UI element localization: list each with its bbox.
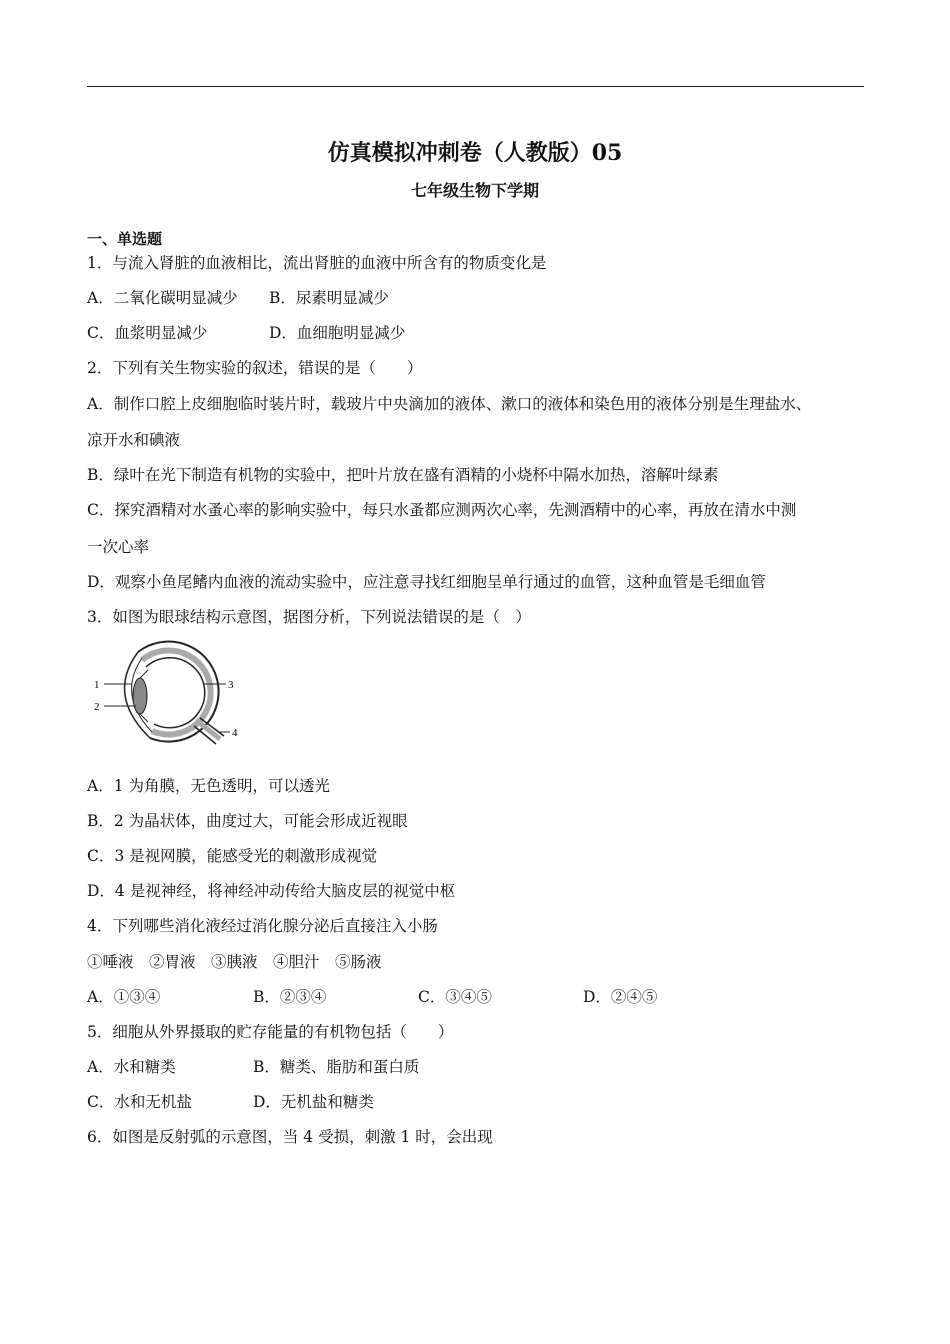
figure-label-1: 1 [94,679,100,691]
question-2-option-b: B．绿叶在光下制造有机物的实验中，把叶片放在盛有酒精的小烧杯中隔水加热，溶解叶绿素 [87,466,719,484]
question-5-option-c: C．水和无机盐 [87,1093,192,1111]
question-3-option-b: B．2 为晶状体，曲度过大，可能会形成近视眼 [87,812,408,830]
question-5-option-a: A．水和糖类 [87,1058,176,1076]
header-rule [87,86,864,87]
question-1-option-a: A．二氧化碳明显减少 [87,289,238,307]
question-4-option-c: C．③④⑤ [418,988,492,1006]
question-2-option-c-cont: 一次心率 [87,538,150,556]
question-1-option-d: D．血细胞明显减少 [269,324,406,342]
question-3-option-a: A．1 为角膜，无色透明，可以透光 [87,777,330,795]
page-title: 仿真模拟冲刺卷（人教版）05 [327,140,623,166]
question-1-option-c: C．血浆明显减少 [87,324,208,342]
page-subtitle: 七年级生物下学期 [410,181,539,200]
question-4-option-a: A．①③④ [87,988,161,1006]
figure-label-4: 4 [232,727,238,739]
question-5-option-b: B．糖类、脂肪和蛋白质 [253,1058,420,1076]
figure-label-3: 3 [228,679,234,691]
question-1-option-b: B．尿素明显减少 [269,289,389,307]
question-5-option-d: D．无机盐和糖类 [253,1093,374,1111]
question-4-option-d: D．②④⑤ [583,988,658,1006]
question-2-option-c: C．探究酒精对水蚤心率的影响实验中，每只水蚤都应测两次心率，先测酒精中的心率，再放在清水中测 [87,501,797,519]
question-2-stem: 2．下列有关生物实验的叙述，错误的是（ ） [87,359,423,377]
question-2-option-a: A．制作口腔上皮细胞临时装片时，载玻片中央滴加的液体、漱口的液体和染色用的液体分别是生理盐水、 [87,395,812,413]
question-4-stem: 4．下列哪些消化液经过消化腺分泌后直接注入小肠 [87,917,438,935]
question-2-option-d: D．观察小鱼尾鳍内血液的流动实验中，应注意寻找红细胞呈单行通过的血管，这种血管是毛细血管 [87,573,766,591]
question-3-stem: 3．如图为眼球结构示意图，据图分析，下列说法错误的是（ ） [87,608,531,626]
question-3-option-d: D．4 是视神经，将神经冲动传给大脑皮层的视觉中枢 [87,882,456,900]
question-3-option-c: C．3 是视网膜，能感受光的刺激形成视觉 [87,847,378,865]
question-4-items: ①唾液 ②胃液 ③胰液 ④胆汁 ⑤肠液 [87,953,382,971]
figure-label-2: 2 [94,701,100,713]
section-heading: 一、单选题 [87,230,163,248]
question-5-stem: 5．细胞从外界摄取的贮存能量的有机物包括（ ） [87,1023,454,1041]
question-2-option-a-cont: 凉开水和碘液 [87,431,181,449]
question-1-stem: 1．与流入肾脏的血液相比，流出肾脏的血液中所含有的物质变化是 [87,254,547,272]
eye-structure-figure [92,640,242,752]
question-4-option-b: B．②③④ [253,988,327,1006]
question-6-stem: 6．如图是反射弧的示意图，当 4 受损，刺激 1 时，会出现 [87,1128,493,1146]
